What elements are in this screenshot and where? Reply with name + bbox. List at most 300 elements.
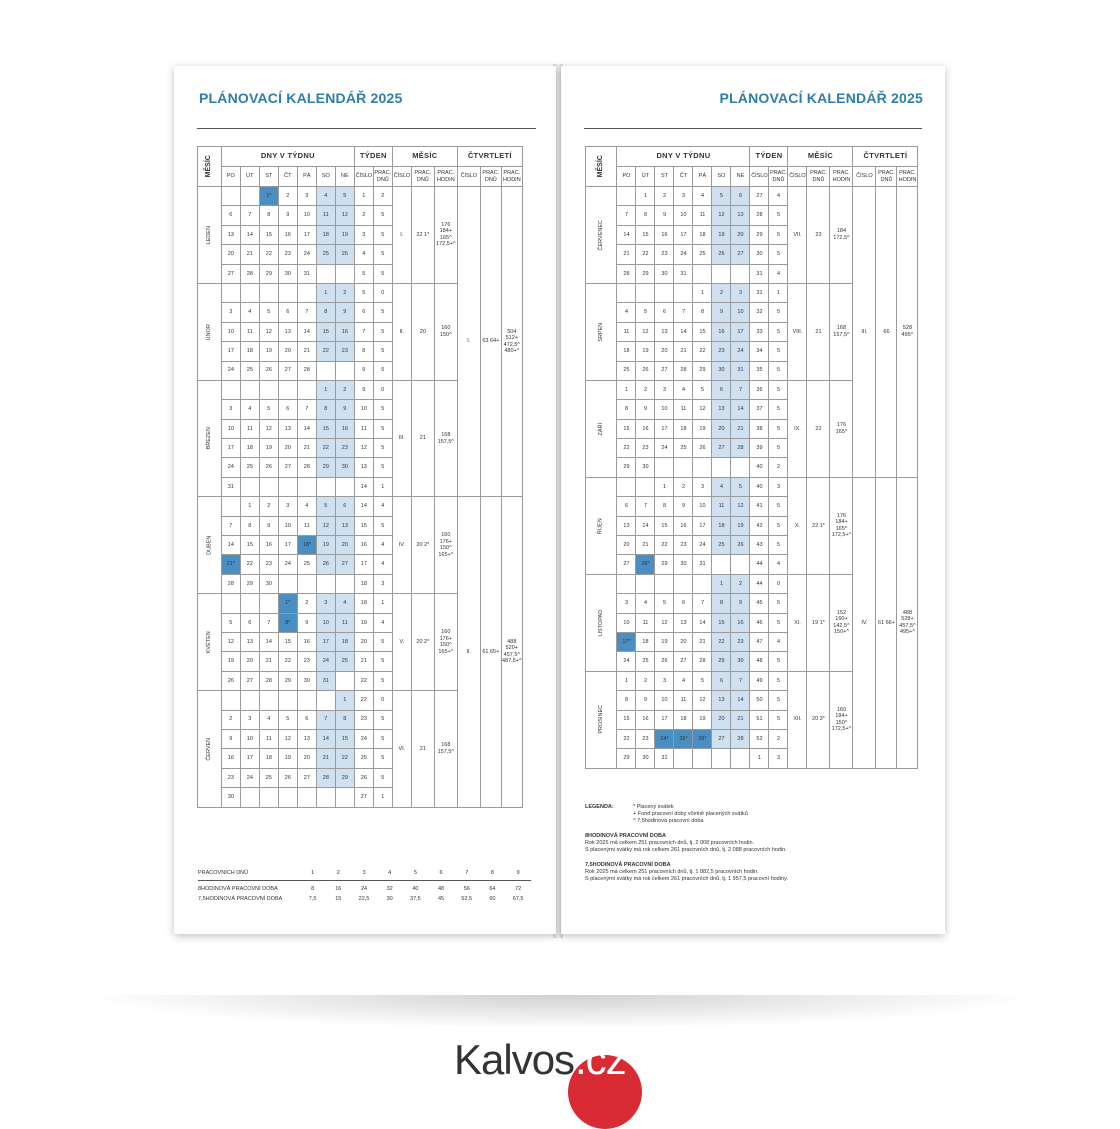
week-workdays-cell: 5 [373,652,392,671]
day-cell: 20 [278,342,297,361]
legend-h8-line: S placenými svátky má rok celkem 261 pracovních dnů, tj. 2 088 pracovních hodin. [585,847,787,853]
day-cell: 28 [731,439,750,458]
day-cell: 29 [617,749,636,768]
week-workdays-cell: 5 [373,322,392,341]
day-cell: 1 [316,380,335,399]
day-cell: 8 [617,400,636,419]
day-cell: 30 [655,264,674,283]
day-cell: 3 [221,400,240,419]
title-rule [584,128,922,129]
day-cell [297,691,316,710]
day-cell: 3 [297,187,316,206]
week-workdays-cell: 5 [769,419,788,438]
day-cell: 6 [335,497,354,516]
day-cell [617,187,636,206]
calendar-table-left [197,146,523,808]
month-cislo-cell: V. [392,594,411,691]
prac-doba-value: 7,5 [308,896,317,902]
day-cell: 28* [636,555,655,574]
day-cell: 4 [712,477,731,496]
day-cell: 30 [674,555,693,574]
page-title: PLÁNOVACÍ KALENDÁŘ 2025 [719,90,923,106]
day-cell: 5 [693,671,712,690]
day-cell: 31 [316,671,335,690]
day-cell: 6 [240,613,259,632]
day-cell: 25 [297,555,316,574]
day-cell: 13 [655,322,674,341]
day-cell: 14 [731,691,750,710]
week-workdays-cell: 5 [373,749,392,768]
day-cell: 15 [278,632,297,651]
day-cell: 27 [335,555,354,574]
day-cell: 22 [617,729,636,748]
day-cell: 19 [259,439,278,458]
day-cell: 20 [278,439,297,458]
day-cell [259,788,278,807]
day-cell: 5 [731,477,750,496]
day-cell: 9 [335,400,354,419]
month-name: LISTOPAD [597,609,604,637]
day-cell: 18 [636,632,655,651]
day-cell [617,574,636,593]
q-prac-dnu-header: PRAC. DNŮ [876,167,897,187]
day-cell: 30 [278,264,297,283]
day-cell: 1 [316,283,335,302]
day-cell [297,380,316,399]
day-cell: 11 [674,691,693,710]
day-cell: 27 [278,361,297,380]
day-cell: 23 [335,342,354,361]
day-cell: 29 [278,671,297,690]
day-cell [335,477,354,496]
day-cell: 3 [240,710,259,729]
day-cell: 20 [712,419,731,438]
day-cell: 10 [316,613,335,632]
q-cislo-header: ČÍSLO [457,167,480,187]
quarter-cislo-cell: III. [853,187,876,478]
day-cell: 8 [712,594,731,613]
prac-dnu-value: 2 [336,870,340,876]
day-cell: 29 [655,555,674,574]
quarter-hodin-cell: 528 495^ [897,187,918,478]
day-cell: 2 [221,710,240,729]
day-cell: 28 [259,671,278,690]
day-cell: 20 [221,245,240,264]
day-cell: 3 [221,303,240,322]
prac-doba-value: 16 [335,886,342,892]
day-cell: 21 [731,419,750,438]
mesic-column-header [198,147,222,187]
day-cell [693,264,712,283]
weekday-header: ČT [278,167,297,187]
day-cell: 2 [335,283,354,302]
day-cell [240,477,259,496]
day-cell [655,283,674,302]
day-cell: 15 [655,516,674,535]
day-cell: 17 [655,710,674,729]
day-cell: 8 [316,303,335,322]
day-cell: 7 [617,206,636,225]
weekday-header: ÚT [240,167,259,187]
day-cell: 26 [259,458,278,477]
day-cell: 25 [636,652,655,671]
day-cell: 2 [335,380,354,399]
day-cell: 28 [693,652,712,671]
week-workdays-cell: 5 [769,303,788,322]
day-cell: 3 [693,477,712,496]
day-cell [693,749,712,768]
month-name-cell [198,283,222,380]
month-name: ÚNOR [206,323,213,341]
day-cell: 21 [259,652,278,671]
day-cell [674,458,693,477]
quarter-hodin-cell: 488 520+ 457,5^ 487,5+^ [501,497,522,807]
day-cell: 7 [240,206,259,225]
prac-dnu-value: 4 [388,870,392,876]
day-cell: 2 [674,477,693,496]
day-cell [221,187,240,206]
weekday-header: NE [335,167,354,187]
month-cislo-cell: VII. [788,187,807,284]
day-cell: 18 [674,419,693,438]
day-cell: 4 [693,187,712,206]
day-cell: 31 [655,749,674,768]
week-workdays-cell: 5 [373,225,392,244]
day-cell: 24 [617,652,636,671]
page-title: PLÁNOVACÍ KALENDÁŘ 2025 [199,90,403,106]
day-cell: 4 [636,594,655,613]
day-cell [335,361,354,380]
week-workdays-cell: 5 [769,691,788,710]
day-cell: 13 [712,400,731,419]
month-dnu-cell: 22 [807,380,830,477]
day-cell: 6 [278,303,297,322]
day-cell [221,380,240,399]
day-cell: 22 [335,749,354,768]
week-workdays-cell: 1 [373,788,392,807]
day-cell: 1 [617,380,636,399]
day-cell: 13 [674,613,693,632]
day-cell: 16 [221,749,240,768]
day-cell: 23 [636,729,655,748]
day-cell: 1 [636,187,655,206]
day-cell: 18 [712,516,731,535]
day-cell: 17 [655,419,674,438]
prac-doba-value: 8 [311,886,315,892]
month-hodin-cell: 160 150^ [434,283,457,380]
week-workdays-cell: 5 [769,439,788,458]
week-number-cell: 33 [750,322,769,341]
month-cislo-cell: X. [788,477,807,574]
day-cell: 7 [259,613,278,632]
weekday-header: SO [316,167,335,187]
day-cell: 5 [636,303,655,322]
week-workdays-cell: 5 [769,652,788,671]
day-cell [316,691,335,710]
prac-doba-value: 15 [335,896,342,902]
day-cell: 13 [278,419,297,438]
quarter-dnu-cell: 66 [876,187,897,478]
week-number-cell: 44 [750,555,769,574]
day-cell [731,458,750,477]
week-workdays-cell: 5 [373,303,392,322]
day-cell: 26 [712,245,731,264]
day-cell: 25 [240,361,259,380]
day-cell: 24 [221,361,240,380]
day-cell: 16 [278,225,297,244]
right-page [561,66,945,934]
day-cell: 26 [693,439,712,458]
day-cell: 6 [617,497,636,516]
day-cell: 30 [731,652,750,671]
day-cell: 15 [335,729,354,748]
day-cell: 8 [617,691,636,710]
tyden-cislo-header: ČÍSLO [354,167,373,187]
prac-doba-rows [198,884,531,904]
month-name-cell [198,497,222,594]
day-cell: 7 [731,671,750,690]
day-cell: 23 [297,652,316,671]
month-name: LEDEN [206,225,213,245]
mesic-cislo-header: ČÍSLO [788,167,807,187]
day-cell: 25 [617,361,636,380]
q-prac-hodin-header: PRAC. HODIN [501,167,522,187]
day-cell: 17* [617,632,636,651]
day-cell: 11 [240,419,259,438]
day-cell: 29 [240,574,259,593]
day-cell [636,283,655,302]
week-number-cell: 25 [354,749,373,768]
prac-doba-value: 40 [412,886,419,892]
month-name: SRPEN [597,322,604,342]
day-cell: 4 [240,400,259,419]
week-workdays-cell: 5 [769,206,788,225]
day-cell [731,555,750,574]
day-cell: 26 [636,361,655,380]
day-cell [674,749,693,768]
day-cell: 27 [221,264,240,283]
day-cell: 19 [693,710,712,729]
day-cell: 28 [316,768,335,787]
prac-doba-value: 24 [360,886,368,892]
day-cell: 8 [259,206,278,225]
legend-h75-line: Rok 2025 má celkem 251 pracovních dnů, tj. 1 882,5 pracovních hodin. [585,869,759,875]
prac-dnu-value: 1 [311,870,315,876]
day-cell [221,594,240,613]
day-cell [316,574,335,593]
month-hodin-cell: 160 176+ 150^ 165+^ [434,594,457,691]
week-workdays-cell: 5 [373,632,392,651]
week-number-cell: 16 [354,536,373,555]
week-workdays-cell: 4 [373,536,392,555]
week-number-cell: 11 [354,419,373,438]
weekday-header: PÁ [693,167,712,187]
day-cell: 4 [259,710,278,729]
day-cell: 30 [335,458,354,477]
day-cell: 25 [240,458,259,477]
day-cell: 25 [316,245,335,264]
legend-title: LEGENDA: [585,804,614,810]
day-cell: 26 [278,768,297,787]
day-cell: 1* [259,187,278,206]
day-cell: 21* [221,555,240,574]
day-cell: 24 [316,652,335,671]
week-number-cell: 47 [750,632,769,651]
week-number-cell: 32 [750,303,769,322]
day-cell [221,691,240,710]
day-cell: 14 [636,516,655,535]
day-cell: 22 [278,652,297,671]
day-cell: 1* [278,594,297,613]
day-cell: 7 [297,400,316,419]
weekday-header: PO [617,167,636,187]
month-hodin-cell: 168 157,5^ [434,691,457,807]
tyden-cislo-header: ČÍSLO [750,167,769,187]
day-cell [259,477,278,496]
day-cell: 19 [731,516,750,535]
day-cell: 28 [297,458,316,477]
day-cell: 21 [617,245,636,264]
week-number-cell: 20 [354,632,373,651]
day-cell: 9 [655,206,674,225]
day-cell: 15 [316,419,335,438]
day-cell: 7 [731,380,750,399]
month-hodin-cell: 168 157,5^ [830,283,853,380]
day-cell: 17 [240,749,259,768]
day-cell [297,477,316,496]
week-number-cell: 24 [354,729,373,748]
left-page [174,66,556,934]
day-cell: 27 [731,245,750,264]
day-cell [297,283,316,302]
day-cell: 18 [316,225,335,244]
day-cell: 23 [655,245,674,264]
day-cell: 10 [221,419,240,438]
day-cell [259,594,278,613]
legend-h8-line: Rok 2025 má celkem 251 pracovních dnů, tj. 2 008 pracovních hodin. [585,840,755,846]
prac-doba-label: 8HODINOVÁ PRACOVNÍ DOBA [198,886,278,892]
weekday-header: PÁ [297,167,316,187]
month-dnu-cell: 23 [807,187,830,284]
floor-shadow [80,995,1040,1029]
week-workdays-cell: 5 [373,516,392,535]
legend-item: ^ 7,5hodinová pracovní doba [633,818,704,824]
day-cell: 3 [731,283,750,302]
week-number-cell: 12 [354,439,373,458]
day-cell: 15 [617,419,636,438]
day-cell [278,691,297,710]
week-number-cell: 43 [750,536,769,555]
ctvrtleti-header: ČTVRTLETÍ [457,147,522,167]
day-cell: 5 [221,613,240,632]
legend [585,804,925,883]
tyden-prac-dnu-header: PRAC. DNŮ [769,167,788,187]
month-name: BŘEZEN [206,427,213,450]
day-cell: 14 [297,419,316,438]
day-cell: 27 [674,652,693,671]
quarter-cislo-cell: I. [457,187,480,497]
day-cell [240,187,259,206]
month-name-cell [586,477,617,574]
week-number-cell: 14 [354,497,373,516]
day-cell: 7 [693,594,712,613]
day-cell: 18* [297,536,316,555]
day-cell: 22 [316,342,335,361]
day-cell: 28 [297,361,316,380]
day-cell: 21 [674,342,693,361]
kalvos-logo-tld: .cz [575,1036,626,1083]
week-number-cell: 52 [750,729,769,748]
day-cell: 6 [655,303,674,322]
month-dnu-cell: 20 3* [807,671,830,768]
day-cell: 24 [278,555,297,574]
day-cell: 21 [693,632,712,651]
week-number-cell: 2 [354,206,373,225]
quarter-cislo-cell: IV. [853,477,876,768]
day-cell: 16 [731,613,750,632]
day-cell: 22 [617,439,636,458]
prac-dnu-value: 5 [413,870,417,876]
quarter-hodin-cell: 504 512+ 472,5^ 480+^ [501,187,522,497]
week-workdays-cell: 5 [373,729,392,748]
day-cell: 6 [221,206,240,225]
day-cell: 17 [693,516,712,535]
week-workdays-cell: 0 [373,380,392,399]
mesic-prac-dnu-header: PRAC. DNŮ [411,167,434,187]
day-cell [712,555,731,574]
day-cell: 27 [240,671,259,690]
week-number-cell: 35 [750,361,769,380]
day-cell [278,788,297,807]
day-cell: 24 [221,458,240,477]
day-cell: 27 [297,768,316,787]
day-cell: 24 [655,439,674,458]
day-cell: 7 [316,710,335,729]
day-cell: 6 [712,671,731,690]
day-cell: 9 [636,691,655,710]
day-cell: 16 [297,632,316,651]
day-cell: 25 [712,536,731,555]
day-cell: 3 [674,187,693,206]
day-cell [297,788,316,807]
week-workdays-cell: 5 [373,342,392,361]
month-cislo-cell: XII. [788,671,807,768]
day-cell: 9 [712,303,731,322]
week-workdays-cell: 1 [769,283,788,302]
month-hodin-cell: 152 160+ 142,5^ 150+^ [830,574,853,671]
day-cell: 27 [617,555,636,574]
legend-h8-title: 8HODINOVÁ PRACOVNÍ DOBA [585,833,666,839]
week-workdays-cell: 4 [769,264,788,283]
day-cell: 26 [731,536,750,555]
month-dnu-cell: 20 2* [411,594,434,691]
day-cell: 12 [335,206,354,225]
week-workdays-cell: 4 [373,613,392,632]
week-workdays-cell: 5 [373,458,392,477]
day-cell [693,574,712,593]
legend-item: + Fond pracovní doby včetně placených svátků [633,811,748,817]
day-cell: 29 [316,458,335,477]
week-number-cell: 19 [354,613,373,632]
day-cell [240,788,259,807]
prac-doba-value: 67,5 [512,896,524,902]
mesic-column-header [586,147,617,187]
day-cell: 7 [636,497,655,516]
day-cell: 1 [655,477,674,496]
week-number-cell: 26 [354,768,373,787]
quarter-dnu-cell: 63 64+ [480,187,501,497]
day-cell: 18 [335,632,354,651]
